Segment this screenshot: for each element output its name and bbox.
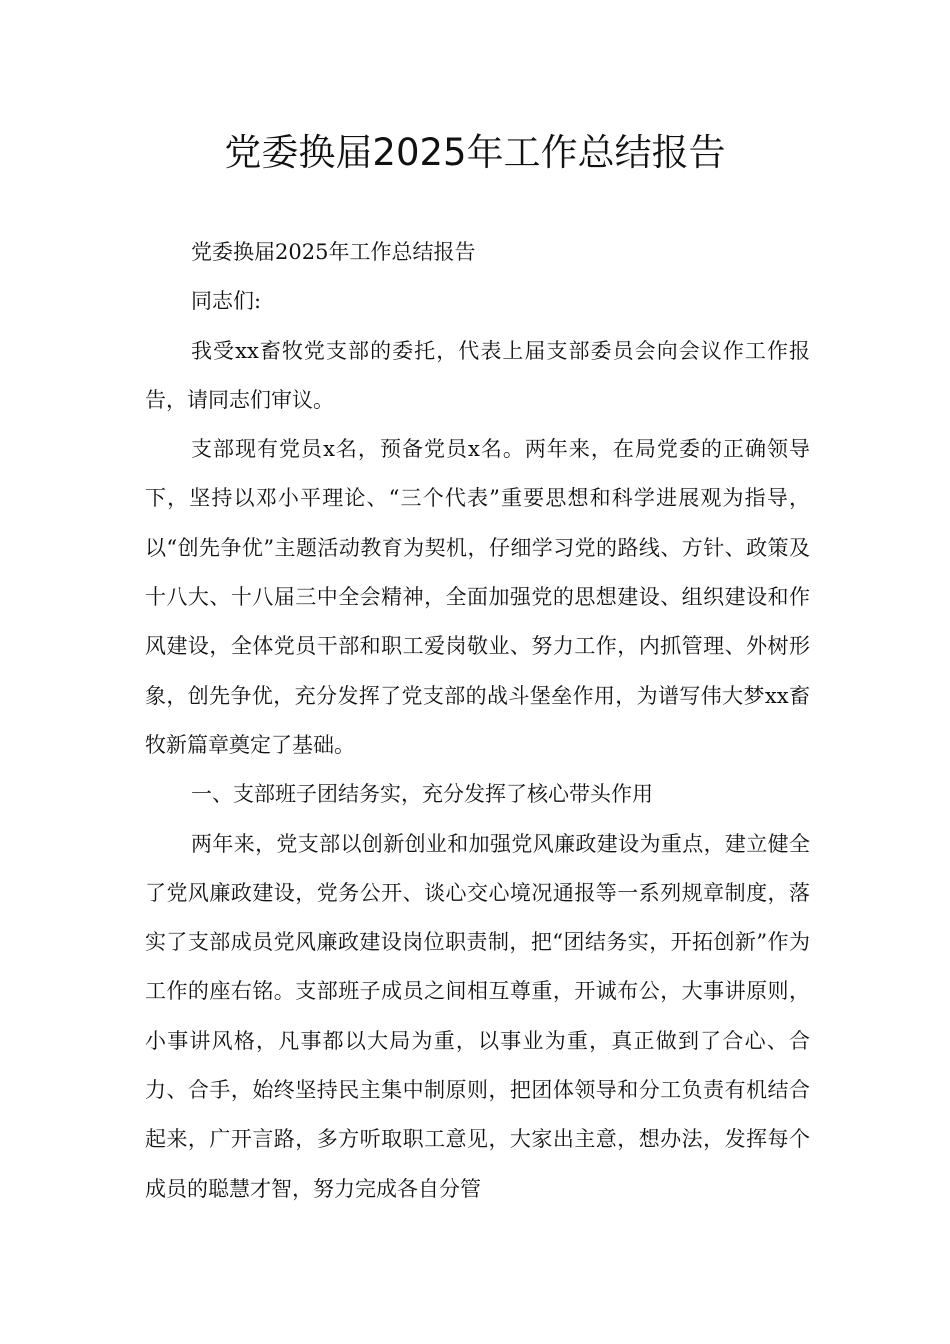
section-heading: 一、支部班子团结务实，充分发挥了核心带头作用 — [191, 782, 653, 807]
intro-paragraph: 我受xx畜牧党支部的委托，代表上届支部委员会向会议作工作报告，请同志们审议。 — [145, 338, 810, 412]
document-body — [145, 228, 810, 1214]
document-title: 党委换届2025年工作总结报告 — [224, 131, 726, 174]
section-paragraph: 两年来，党支部以创新创业和加强党风廉政建设为重点，建立健全了党风廉政建设，党务公开、谈心交心境况通报等一系列规章制度，落实了支部成员党风廉政建设岗位职责制，把“团结务实，开拓创新”作为工作的座右铭。支部班子成员之间相互尊重，开诚布公，大事讲原则，小事讲风格，凡事都以大局为重，以事业为重，真正做到了合心、合力、合手，始终坚持民主集中制原则，把团体领导和分工负责有机结合起来，广开言路，多方听取职工意见，大家出主意，想办法，发挥每个成员的聪慧才智，努力完成各自分管 — [145, 831, 810, 1201]
salutation-paragraph: 同志们: — [191, 289, 262, 314]
overview-paragraph: 支部现有党员x名，预备党员x名。两年来，在局党委的正确领导下，坚持以邓小平理论、“三个代表”重要思想和科学进展观为指导，以“创先争优”主题活动教育为契机，仔细学习党的路线、方针、政策及十八大、十八届三中全会精神，全面加强党的思想建设、组织建设和作风建设，全体党员干部和职工爱岗敬业、努力工作，内抓管理、外树形象，创先争优，充分发挥了党支部的战斗堡垒作用，为谱写伟大梦xx畜牧新篇章奠定了基础。 — [145, 437, 810, 757]
subtitle-paragraph: 党委换届2025年工作总结报告 — [191, 240, 476, 264]
